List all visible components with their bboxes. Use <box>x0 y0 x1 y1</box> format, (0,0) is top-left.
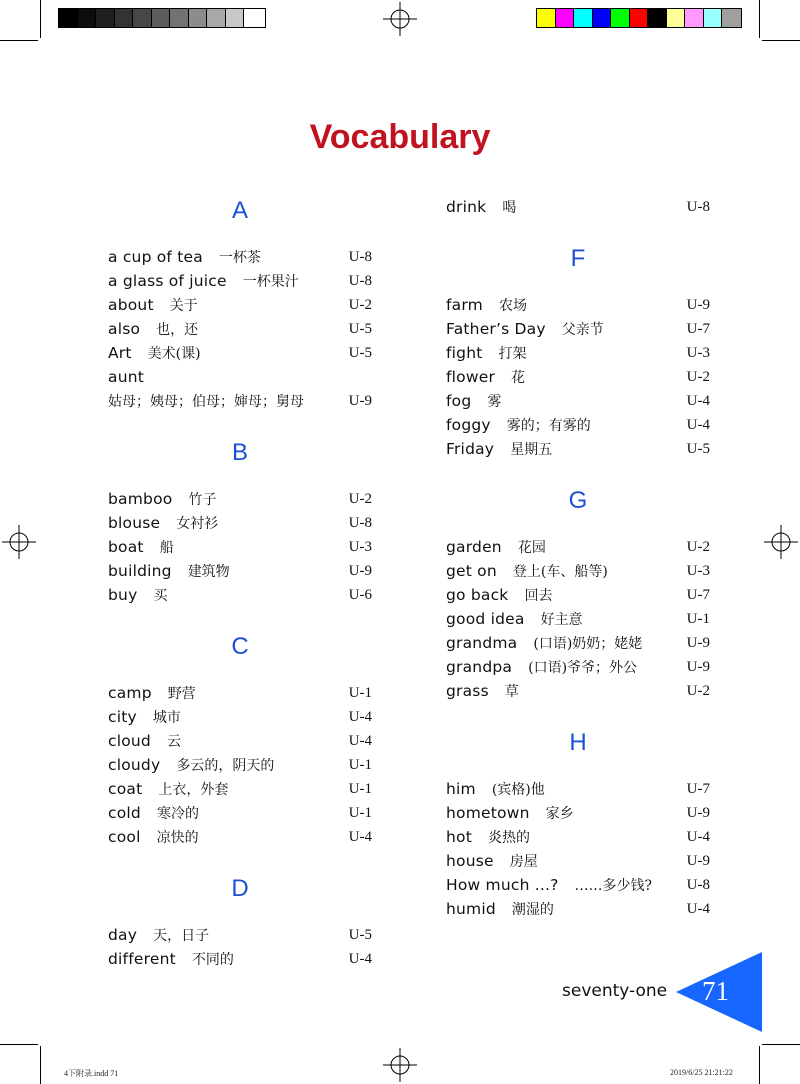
vocab-entry <box>446 413 710 437</box>
unit-reference: U-4 <box>686 393 710 409</box>
english-word: drink <box>446 198 487 216</box>
section-letter: C <box>231 633 249 660</box>
vocab-entry <box>446 825 710 849</box>
section-letter: A <box>231 197 248 224</box>
crop-mark <box>40 1046 41 1084</box>
english-word: humid <box>446 900 496 918</box>
vocab-entry <box>108 559 372 583</box>
chinese-meaning: 天，日子 <box>153 928 210 944</box>
unit-reference: U-4 <box>686 829 710 845</box>
unit-reference: U-1 <box>348 805 372 821</box>
chinese-meaning: 城市 <box>152 710 181 726</box>
english-word: How much ...? <box>446 876 559 894</box>
english-word: camp <box>108 684 152 702</box>
english-word: cloud <box>108 732 151 750</box>
vocab-entry <box>446 679 710 703</box>
vocab-entry <box>446 341 710 365</box>
english-word: bamboo <box>108 490 173 508</box>
chinese-meaning: 房屋 <box>509 854 538 870</box>
chinese-meaning: 上衣，外套 <box>158 782 229 798</box>
vocab-entry <box>446 535 710 559</box>
chinese-meaning: 父亲节 <box>561 322 604 338</box>
vocab-entry <box>108 825 372 849</box>
timestamp-slug: 2019/6/25 21:21:22 <box>670 1068 733 1077</box>
section-letter: F <box>570 245 586 272</box>
chinese-meaning: 登上(车、船等) <box>512 564 608 580</box>
vocab-entry <box>108 729 372 753</box>
vocab-entry <box>446 583 710 607</box>
english-word: Art <box>108 344 132 362</box>
unit-reference: U-8 <box>348 515 372 531</box>
crop-mark <box>40 0 41 38</box>
vocab-entry <box>446 849 710 873</box>
section-letter: B <box>231 439 248 466</box>
unit-reference: U-2 <box>348 491 372 507</box>
chinese-meaning: 姑母；姨母；伯母；婶母；舅母 <box>108 394 304 410</box>
chinese-meaning: 一杯茶 <box>218 250 261 266</box>
english-word: cold <box>108 804 141 822</box>
unit-reference: U-8 <box>348 249 372 265</box>
unit-reference: U-8 <box>348 273 372 289</box>
english-word: fight <box>446 344 483 362</box>
vocab-entry <box>446 559 710 583</box>
unit-reference: U-9 <box>686 635 710 651</box>
unit-reference: U-8 <box>686 877 710 893</box>
unit-reference: U-5 <box>348 345 372 361</box>
english-word: hometown <box>446 804 530 822</box>
chinese-meaning: (宾格)他 <box>491 782 545 798</box>
chinese-meaning: ……多少钱? <box>574 878 653 894</box>
unit-reference: U-9 <box>686 853 710 869</box>
unit-reference: U-3 <box>348 539 372 555</box>
cmyk-color-bar <box>536 8 742 28</box>
grayscale-color-bar <box>58 8 266 28</box>
registration-mark-icon <box>383 2 417 36</box>
vocab-entry <box>446 873 710 897</box>
page-number: 71 <box>702 976 729 1006</box>
chinese-meaning: 美术(课) <box>147 346 201 362</box>
chinese-meaning: 喝 <box>502 200 517 216</box>
unit-reference: U-9 <box>348 563 372 579</box>
english-word: aunt <box>108 368 145 386</box>
chinese-meaning: (口语)爷爷；外公 <box>528 660 638 676</box>
vocab-entry <box>446 801 710 825</box>
unit-reference: U-6 <box>348 587 372 603</box>
english-word: grandpa <box>446 658 513 676</box>
page-title: Vocabulary <box>309 118 491 156</box>
chinese-meaning: 女衬衫 <box>176 516 219 532</box>
unit-reference: U-5 <box>348 927 372 943</box>
section-letter: D <box>231 875 249 902</box>
chinese-meaning: 买 <box>153 588 168 604</box>
registration-mark-icon <box>2 525 36 559</box>
chinese-meaning: 回去 <box>524 588 553 604</box>
english-word: him <box>446 780 476 798</box>
english-word: garden <box>446 538 502 556</box>
crop-mark <box>759 0 760 38</box>
vocab-entry <box>446 293 710 317</box>
english-word: building <box>108 562 172 580</box>
unit-reference: U-4 <box>686 901 710 917</box>
unit-reference: U-2 <box>686 369 710 385</box>
vocab-entry <box>446 897 710 921</box>
vocab-entry <box>446 437 710 461</box>
unit-reference: U-8 <box>686 199 710 215</box>
vocab-entry <box>108 681 372 705</box>
chinese-meaning: 凉快的 <box>156 830 199 846</box>
unit-reference: U-3 <box>686 563 710 579</box>
unit-reference: U-2 <box>686 683 710 699</box>
vocab-entry <box>108 801 372 825</box>
unit-reference: U-2 <box>348 297 372 313</box>
vocab-entry <box>108 583 372 607</box>
chinese-meaning: 草 <box>504 684 519 700</box>
english-word: a glass of juice <box>108 272 227 290</box>
chinese-meaning: 家乡 <box>545 806 574 822</box>
english-word: grass <box>446 682 489 700</box>
page-number-word: seventy-one <box>562 981 668 1001</box>
vocab-entry <box>446 655 710 679</box>
english-word: also <box>108 320 141 338</box>
chinese-meaning: 寒冷的 <box>156 806 199 822</box>
vocab-entry <box>108 705 372 729</box>
vocab-entry <box>108 487 372 511</box>
english-word: about <box>108 296 154 314</box>
english-word: blouse <box>108 514 161 532</box>
chinese-meaning: 建筑物 <box>187 564 230 580</box>
vocabulary-left-column <box>108 197 372 971</box>
crop-mark <box>0 1044 38 1045</box>
english-word: go back <box>446 586 509 604</box>
unit-reference: U-1 <box>348 757 372 773</box>
crop-mark <box>759 1046 760 1084</box>
vocab-entry <box>446 365 710 389</box>
english-word: different <box>108 950 176 968</box>
chinese-meaning: 炎热的 <box>487 830 530 846</box>
vocab-entry <box>446 777 710 801</box>
english-word: house <box>446 852 494 870</box>
vocab-entry <box>446 607 710 631</box>
unit-reference: U-9 <box>686 805 710 821</box>
vocab-entry <box>108 365 372 389</box>
chinese-meaning: 也，还 <box>156 322 199 338</box>
crop-mark <box>762 40 800 41</box>
english-word: boat <box>108 538 144 556</box>
registration-mark-icon <box>764 525 798 559</box>
vocab-entry <box>108 923 372 947</box>
chinese-meaning: 竹子 <box>188 492 217 508</box>
vocabulary-right-column <box>446 195 710 921</box>
english-word: day <box>108 926 138 944</box>
unit-reference: U-9 <box>686 297 710 313</box>
crop-mark <box>0 40 38 41</box>
unit-reference: U-4 <box>348 829 372 845</box>
section-letter: H <box>569 729 587 756</box>
chinese-meaning: 农场 <box>498 298 527 314</box>
file-slug: 4下附录.indd 71 <box>64 1069 119 1078</box>
vocab-entry <box>108 389 372 413</box>
vocab-entry <box>446 317 710 341</box>
english-word: a cup of tea <box>108 248 203 266</box>
unit-reference: U-5 <box>686 441 710 457</box>
chinese-meaning: 船 <box>159 540 174 556</box>
unit-reference: U-9 <box>686 659 710 675</box>
vocab-entry <box>446 195 710 219</box>
vocab-entry <box>108 535 372 559</box>
chinese-meaning: 花 <box>511 370 526 386</box>
chinese-meaning: 打架 <box>498 346 527 362</box>
english-word: cool <box>108 828 141 846</box>
english-word: Father’s Day <box>446 320 546 338</box>
chinese-meaning: 云 <box>166 734 181 750</box>
chinese-meaning: 好主意 <box>540 612 583 628</box>
unit-reference: U-1 <box>348 685 372 701</box>
chinese-meaning: 雾 <box>487 394 502 410</box>
chinese-meaning: 潮湿的 <box>511 902 554 918</box>
vocab-entry <box>446 631 710 655</box>
english-word: get on <box>446 562 497 580</box>
registration-mark-icon <box>383 1048 417 1082</box>
vocab-entry <box>108 511 372 535</box>
english-word: foggy <box>446 416 491 434</box>
crop-mark <box>762 1044 800 1045</box>
chinese-meaning: (口语)奶奶；姥姥 <box>533 636 643 652</box>
english-word: fog <box>446 392 472 410</box>
vocab-entry <box>108 753 372 777</box>
english-word: farm <box>446 296 483 314</box>
unit-reference: U-3 <box>686 345 710 361</box>
english-word: good idea <box>446 610 525 628</box>
chinese-meaning: 多云的，阴天的 <box>176 758 275 774</box>
english-word: hot <box>446 828 472 846</box>
chinese-meaning: 关于 <box>169 298 198 314</box>
vocab-entry <box>108 341 372 365</box>
unit-reference: U-7 <box>686 587 710 603</box>
unit-reference: U-4 <box>686 417 710 433</box>
unit-reference: U-1 <box>348 781 372 797</box>
chinese-meaning: 雾的；有雾的 <box>506 418 591 434</box>
chinese-meaning: 野营 <box>167 686 196 702</box>
vocab-entry <box>108 317 372 341</box>
vocab-entry <box>108 245 372 269</box>
english-word: coat <box>108 780 143 798</box>
vocab-entry <box>108 947 372 971</box>
chinese-meaning: 星期五 <box>510 442 553 458</box>
english-word: cloudy <box>108 756 161 774</box>
chinese-meaning: 一杯果汁 <box>242 274 299 290</box>
unit-reference: U-1 <box>686 611 710 627</box>
section-letter: G <box>568 487 588 514</box>
unit-reference: U-4 <box>348 733 372 749</box>
unit-reference: U-2 <box>686 539 710 555</box>
english-word: Friday <box>446 440 495 458</box>
unit-reference: U-9 <box>348 393 372 409</box>
english-word: city <box>108 708 137 726</box>
chinese-meaning: 不同的 <box>191 952 234 968</box>
english-word: grandma <box>446 634 518 652</box>
chinese-meaning: 花园 <box>517 540 546 556</box>
unit-reference: U-4 <box>348 709 372 725</box>
unit-reference: U-7 <box>686 781 710 797</box>
english-word: buy <box>108 586 138 604</box>
vocab-entry <box>108 269 372 293</box>
vocab-entry <box>108 293 372 317</box>
vocab-entry <box>446 389 710 413</box>
unit-reference: U-4 <box>348 951 372 967</box>
vocab-entry <box>108 777 372 801</box>
unit-reference: U-7 <box>686 321 710 337</box>
english-word: flower <box>446 368 496 386</box>
unit-reference: U-5 <box>348 321 372 337</box>
